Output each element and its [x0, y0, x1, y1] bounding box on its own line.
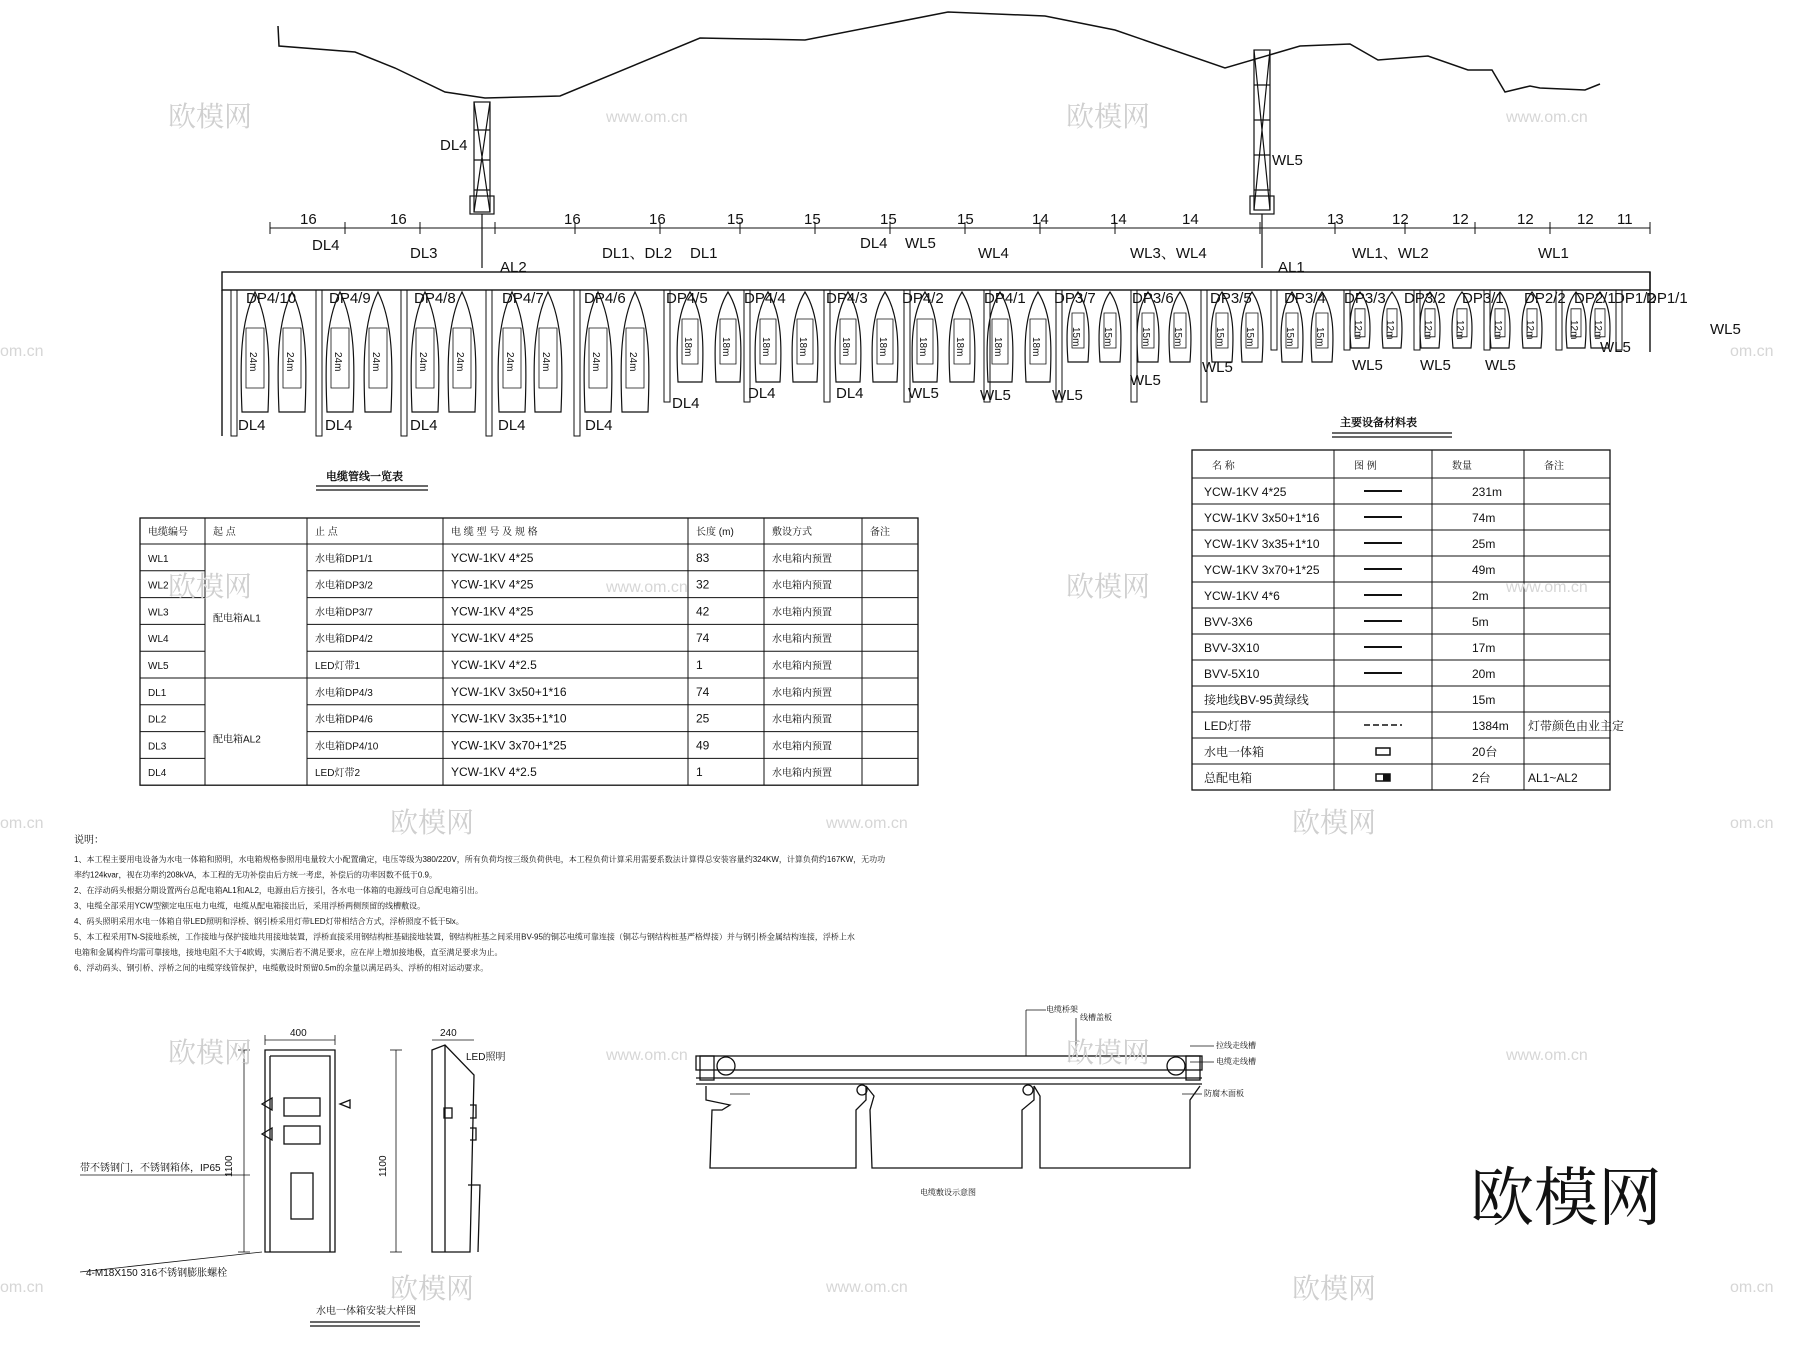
material-name: 总配电箱 [1204, 771, 1253, 785]
watermark-url: www.om.cn [1506, 109, 1588, 126]
material-name: YCW-1KV 3x50+1*16 [1204, 511, 1320, 525]
cable-table-cell: 水电箱内预置 [772, 714, 832, 726]
dp-label: DP2/2 [1524, 290, 1566, 307]
dp-label: DP4/1 [984, 290, 1026, 307]
watermark-url: www.om.cn [606, 109, 688, 126]
finger-piers [231, 290, 1622, 436]
brand-watermark: 欧模网 [1470, 1162, 1662, 1236]
boat [621, 292, 649, 412]
note-line: 1、本工程主要用电设备为水电一体箱和照明，水电箱规格参照用电量较大小配置确定，电压等级为380/220V，所有负荷均按三级负荷供电，本工程负荷计算采用需要系数法计算得总安装容量约324KW，计算负荷约167KW，无功功 [74, 855, 886, 864]
cable-table-cell: 水电箱内预置 [772, 741, 832, 753]
boat-length: 24m [590, 352, 601, 372]
boat-length: 15m [1140, 327, 1151, 347]
note-line: 6、浮动码头、钢引桥、浮桥之间的电缆穿线管保护，电缆敷设时预留0.5m的余量以满足码头、浮桥的相对运动要求。 [74, 963, 489, 973]
boat [584, 292, 612, 412]
route-labels [312, 235, 1569, 276]
finger-pier [574, 290, 580, 436]
notes-title: 说明： [74, 835, 104, 846]
bottom-cable-label: DL4 [325, 417, 353, 434]
boat-length: 12m [1352, 320, 1363, 340]
dimension-value: 12 [1517, 211, 1534, 228]
material-qty: 17m [1472, 641, 1496, 655]
material-name: YCW-1KV 4*25 [1204, 485, 1287, 499]
boat-length: 24m [627, 352, 638, 372]
cable-table-cell: YCW-1KV 3x35+1*10 [451, 711, 567, 726]
cable-table-header: 备注 [870, 527, 890, 538]
cable-table-cell: 水电箱内预置 [772, 607, 832, 619]
cable-table-cell: YCW-1KV 3x50+1*16 [451, 684, 567, 699]
material-table-header: 数量 [1452, 461, 1472, 472]
legend-box-symbol [1376, 748, 1390, 755]
cable-table-cell: 水电箱DP4/2 [315, 634, 373, 646]
material-qty: 2m [1472, 589, 1489, 603]
boat-length: 18m [1030, 337, 1041, 357]
dimension-value: 11 [1617, 211, 1633, 228]
boat-length: 15m [1070, 327, 1081, 347]
bottom-cable-label: WL5 [1202, 359, 1233, 376]
finger-pier [231, 290, 237, 436]
cable-table-cell: 32 [696, 577, 710, 592]
dimension-values [300, 211, 1633, 228]
bolt-label: 4-M18X150 316不锈钢膨胀螺栓 [86, 1268, 228, 1279]
box-side-view [390, 1040, 480, 1252]
material-name: LED灯带 [1204, 719, 1252, 733]
material-table-header: 名 称 [1212, 461, 1235, 472]
bottom-cable-label: WL5 [1352, 357, 1383, 374]
dp-label: DP3/2 [1404, 290, 1446, 307]
boat-length: 18m [760, 337, 771, 357]
watermark-url: www.om.cn [826, 815, 908, 832]
box-detail-caption: 水电一体箱安装大样图 [316, 1306, 416, 1317]
bottom-cable-label: DL4 [410, 417, 438, 434]
boat [498, 292, 526, 412]
pole-label-left: DL4 [440, 137, 468, 154]
boat [411, 292, 439, 412]
section-callout: 拉线走线槽 [1216, 1041, 1256, 1050]
bottom-cable-label: DL4 [748, 385, 776, 402]
boat-length: 15m [1172, 327, 1183, 347]
boat [715, 292, 741, 382]
material-qty: 74m [1472, 511, 1496, 525]
boat-length: 24m [417, 352, 428, 372]
dimension-value: 13 [1327, 211, 1344, 228]
led-label: LED照明 [466, 1052, 506, 1063]
watermark-url: www.om.cn [606, 1047, 688, 1064]
boat [949, 292, 975, 382]
bottom-cable-label: DL4 [836, 385, 864, 402]
cable-table-header: 止 点 [315, 527, 338, 538]
cable-table-cell: 水电箱内预置 [772, 634, 832, 646]
material-name: YCW-1KV 4*6 [1204, 589, 1280, 603]
dp-label: DP3/1 [1462, 290, 1504, 307]
bottom-cable-label: WL5 [1130, 372, 1161, 389]
note-line: 3、电缆全部采用YCW型额定电压电力电缆，电缆从配电箱接出后，采用浮桥两侧预留的线槽敷设。 [74, 901, 426, 911]
cable-table-cell: 25 [696, 711, 710, 726]
cable-table-cell: 83 [696, 550, 710, 565]
cable-table-cell: 水电箱内预置 [772, 580, 832, 592]
shore-profile [278, 12, 1600, 98]
watermark-logo: 欧模网 [168, 570, 253, 603]
route-label: AL2 [500, 259, 527, 276]
material-name: BVV-3X6 [1204, 615, 1253, 629]
watermark-logo: 欧模网 [1292, 806, 1377, 839]
finger-pier [1271, 290, 1277, 350]
material-qty: 20m [1472, 667, 1496, 681]
cable-table-cell: YCW-1KV 4*2.5 [451, 765, 537, 780]
pier-section-view [696, 1010, 1214, 1168]
boat-length: 18m [917, 337, 928, 357]
boat [872, 292, 898, 382]
boat-length: 24m [370, 352, 381, 372]
door-label: 带不锈钢门，不锈钢箱体，IP65 [80, 1163, 221, 1174]
dp-label: DP3/6 [1132, 290, 1174, 307]
cable-table-header: 电 缆 型 号 及 规 格 [451, 527, 538, 538]
material-name: YCW-1KV 3x35+1*10 [1204, 537, 1320, 551]
cable-table-cell: 74 [696, 684, 710, 699]
bottom-cable-label: WL5 [1052, 387, 1083, 404]
watermark-url: om.cn [1730, 343, 1774, 360]
route-label: DL4 [860, 235, 888, 252]
bottom-cable-label: DL4 [585, 417, 613, 434]
dimension-value: 12 [1452, 211, 1469, 228]
cable-table-cell: 42 [696, 604, 710, 619]
material-qty: 20台 [1472, 745, 1498, 759]
cable-table-cell: DL2 [148, 714, 167, 726]
watermark-url: om.cn [0, 343, 44, 360]
route-label: AL1 [1278, 259, 1305, 276]
access-bridge-left [470, 102, 494, 268]
cable-table-cell: 49 [696, 738, 710, 753]
boat [326, 292, 354, 412]
boat-length: 12m [1524, 320, 1535, 340]
cable-table-title: 电缆管线一览表 [326, 471, 403, 483]
pole-label-right: WL5 [1272, 152, 1303, 169]
cable-table-cell: WL4 [148, 634, 169, 646]
watermark-url: om.cn [0, 815, 44, 832]
material-name: 水电一体箱 [1204, 745, 1265, 759]
watermark-url: om.cn [1730, 1279, 1774, 1296]
boat-length: 18m [682, 337, 693, 357]
material-table [1192, 450, 1624, 790]
bottom-cable-label: DL4 [238, 417, 266, 434]
note-line: 2、在浮动码头根据分期设置两台总配电箱AL1和AL2，电源由后方接引，各水电一体箱的电源线可自总配电箱引出。 [74, 886, 483, 895]
cable-table-header: 电缆编号 [148, 527, 188, 538]
dimension-value: 16 [390, 211, 407, 228]
section-callout: 线槽盖板 [1080, 1013, 1112, 1022]
cable-table-cell: 74 [696, 631, 710, 646]
dp-label: DP4/3 [826, 290, 868, 307]
boat-length: 18m [992, 337, 1003, 357]
finger-pier [316, 290, 322, 436]
cable-table-cell: YCW-1KV 3x70+1*25 [451, 738, 567, 753]
material-name: BVV-3X10 [1204, 641, 1260, 655]
dim-height-front: 1100 [224, 1155, 235, 1177]
cable-table-cell: YCW-1KV 4*25 [451, 604, 534, 619]
section-caption: 电缆敷设示意图 [920, 1188, 976, 1197]
boat-length: 18m [720, 337, 731, 357]
finger-pier [1201, 290, 1207, 402]
bottom-cable-label: WL5 [980, 387, 1011, 404]
material-qty: 1384m [1472, 719, 1509, 733]
dp-label: DP4/6 [584, 290, 626, 307]
box-front-view [238, 1035, 350, 1252]
cable-table-cell: 水电箱内预置 [772, 661, 832, 672]
watermark-logo: 欧模网 [168, 100, 253, 133]
cable-table-cell: YCW-1KV 4*25 [451, 631, 534, 646]
route-label: DL1、DL2 [602, 245, 673, 262]
dp-label: DP3/7 [1054, 290, 1096, 307]
route-label: DL3 [410, 245, 438, 262]
cable-table-cell: WL5 [148, 661, 169, 672]
dimension-value: 14 [1110, 211, 1127, 228]
bottom-cable-label: WL5 [1420, 357, 1451, 374]
dp-label: DP1/1 [1646, 290, 1688, 307]
cable-table-cell: 配电箱AL1 [213, 613, 261, 625]
cable-table [140, 518, 918, 785]
material-qty: 2台 [1472, 771, 1491, 785]
dimension-value: 15 [880, 211, 897, 228]
cable-table-cell: LED灯带1 [315, 661, 361, 672]
dp-label: DP1/2 [1614, 290, 1656, 307]
boat-length: 12m [1422, 320, 1433, 340]
cable-table-cell: 水电箱内预置 [772, 553, 832, 565]
note-line: 4、码头照明采用水电一体箱自带LED照明和浮桥、钢引桥采用灯带LED灯带相结合方式，浮桥照度不低于5lx。 [74, 917, 464, 926]
boat-length: 24m [454, 352, 465, 372]
material-table-header: 备注 [1544, 461, 1564, 472]
bottom-cable-label: WL5 [1710, 321, 1741, 338]
design-notes [74, 833, 885, 974]
watermark-logo: 欧模网 [390, 806, 475, 839]
dp-label: DP3/5 [1210, 290, 1252, 307]
boat [792, 292, 818, 382]
watermark-url: www.om.cn [606, 579, 688, 596]
legend-box-fill [1383, 774, 1390, 781]
dp-label: DP4/4 [744, 290, 786, 307]
dimension-value: 14 [1032, 211, 1049, 228]
watermark-logo: 欧模网 [1066, 100, 1151, 133]
boat [1099, 292, 1121, 362]
access-bridge-right [1250, 50, 1274, 268]
dp-label: DP4/9 [329, 290, 371, 307]
boat-length: 24m [332, 352, 343, 372]
material-qty: 231m [1472, 485, 1503, 499]
boat-length: 15m [1314, 327, 1325, 347]
dp-label: DP3/4 [1284, 290, 1326, 307]
cable-table-cell: 水电箱DP3/2 [315, 580, 373, 592]
cable-table-cell: WL3 [148, 607, 169, 619]
section-callout: 电缆桥架 [1046, 1005, 1078, 1014]
boat-length: 24m [540, 352, 551, 372]
watermark-url: www.om.cn [1506, 1047, 1588, 1064]
boat-length: 15m [1284, 327, 1295, 347]
dp-label: DP3/3 [1344, 290, 1386, 307]
boat-length: 18m [954, 337, 965, 357]
dimension-value: 15 [804, 211, 821, 228]
watermark-url: om.cn [0, 1279, 44, 1296]
boat-length: 24m [284, 352, 295, 372]
material-name: YCW-1KV 3x70+1*25 [1204, 563, 1320, 577]
material-remark: AL1~AL2 [1528, 771, 1578, 785]
note-line: 率约124kvar，视在功率约208kVA，本工程的无功补偿由后方统一考虑，补偿后的功率因数不低于0.9。 [74, 870, 438, 880]
dimension-value: 16 [649, 211, 666, 228]
boat-length: 15m [1244, 327, 1255, 347]
cable-table-cell: YCW-1KV 4*2.5 [451, 658, 537, 672]
watermark-url: www.om.cn [826, 1279, 908, 1296]
dp-label: DP4/10 [246, 290, 297, 307]
material-table-title: 主要设备材料表 [1340, 417, 1417, 429]
cable-table-cell: DL4 [148, 768, 167, 780]
route-label: WL3、WL4 [1130, 245, 1207, 262]
boat-length: 15m [1102, 327, 1113, 347]
boat-length: 12m [1384, 320, 1395, 340]
bottom-cable-label: DL4 [672, 395, 700, 412]
cable-table-cell: WL1 [148, 553, 169, 565]
cable-table-header: 长度 (m) [696, 527, 734, 538]
cable-table-cell: 水电箱DP4/6 [315, 714, 373, 726]
route-label: WL1、WL2 [1352, 245, 1429, 262]
dp-label: DP4/2 [902, 290, 944, 307]
boat-length: 12m [1492, 320, 1503, 340]
cable-table-cell: 水电箱DP3/7 [315, 607, 373, 619]
bottom-cable-label: WL5 [1600, 339, 1631, 356]
material-qty: 5m [1472, 615, 1489, 629]
route-label: WL5 [905, 235, 936, 252]
route-label: DL1 [690, 245, 718, 262]
boat-length: 24m [247, 352, 258, 372]
boat [278, 292, 306, 412]
dimension-value: 16 [300, 211, 317, 228]
boat-length: 24m [504, 352, 515, 372]
finger-pier [486, 290, 492, 436]
note-line: 5、本工程采用TN-S接地系统，工作接地与保护接地共用接地装置，浮桥直接采用钢结构桩基础接地装置，钢结构桩基之间采用BV-95的铜芯电缆可靠连接（铜芯与钢结构桩基严格焊接）并与钢引桥金属结构连接，浮桥上水 [74, 932, 855, 942]
route-label: WL4 [978, 245, 1009, 262]
cable-table-cell: YCW-1KV 4*25 [451, 577, 534, 592]
boat-length: 12m [1454, 320, 1465, 340]
boat-length: 18m [797, 337, 808, 357]
material-name: BVV-5X10 [1204, 667, 1260, 681]
cable-table-cell: YCW-1KV 4*25 [451, 550, 534, 565]
watermark-logo: 欧模网 [1292, 1272, 1377, 1305]
cable-table-cell: 1 [696, 765, 703, 780]
dimension-value: 12 [1577, 211, 1594, 228]
route-label: WL1 [1538, 245, 1569, 262]
watermark-logo: 欧模网 [390, 1272, 475, 1305]
cable-table-cell: 水电箱内预置 [772, 687, 832, 699]
cable-table-cell: 水电箱DP4/10 [315, 741, 379, 753]
watermark-logo: 欧模网 [1066, 1036, 1151, 1069]
dimension-value: 14 [1182, 211, 1199, 228]
cable-table-cell: DL1 [148, 687, 167, 699]
dim-width-front: 400 [290, 1028, 307, 1039]
route-label: DL4 [312, 237, 340, 254]
bottom-cable-label: WL5 [908, 385, 939, 402]
bottom-cable-labels [238, 321, 1741, 434]
dimension-value: 15 [957, 211, 974, 228]
boat-length: 18m [877, 337, 888, 357]
boat-length: 15m [1214, 327, 1225, 347]
boat [448, 292, 476, 412]
dim-height-side: 1100 [378, 1155, 389, 1177]
boat [364, 292, 392, 412]
boat-length: 12m [1592, 320, 1603, 340]
cable-table-cell: WL2 [148, 580, 169, 592]
cable-table-cell: LED灯带2 [315, 768, 361, 780]
cable-table-cell: 水电箱DP1/1 [315, 553, 373, 565]
bottom-cable-label: WL5 [1485, 357, 1516, 374]
boat [241, 292, 269, 412]
dimension-value: 15 [727, 211, 744, 228]
dp-label: DP2/1 [1574, 290, 1616, 307]
cable-table-header: 敷设方式 [772, 527, 812, 538]
material-qty: 49m [1472, 563, 1496, 577]
dim-width-side: 240 [440, 1028, 457, 1039]
watermark-url: om.cn [1730, 815, 1774, 832]
dp-label: DP4/7 [502, 290, 544, 307]
watermark-logo: 欧模网 [1066, 570, 1151, 603]
dimension-value: 12 [1392, 211, 1409, 228]
watermark-url: www.om.cn [1506, 579, 1588, 596]
cable-table-cell: 水电箱DP4/3 [315, 687, 373, 699]
cable-table-cell: 1 [696, 658, 703, 672]
material-table-header: 图 例 [1354, 461, 1377, 472]
dimension-value: 16 [564, 211, 581, 228]
finger-pier [401, 290, 407, 436]
note-line: 电箱和金属构件均需可靠接地，接地电阻不大于4欧姆，实测后若不满足要求，应在岸上增加接地极，直至满足要求为止。 [74, 948, 503, 957]
dp-label: DP4/8 [414, 290, 456, 307]
material-qty: 15m [1472, 693, 1496, 707]
material-qty: 25m [1472, 537, 1496, 551]
section-callout: 电缆走线槽 [1216, 1057, 1256, 1066]
dp-label: DP4/5 [666, 290, 708, 307]
boat-length: 12m [1568, 320, 1579, 340]
bottom-cable-label: DL4 [498, 417, 526, 434]
watermark-logo: 欧模网 [168, 1036, 253, 1069]
section-callout: 防腐木面板 [1204, 1089, 1244, 1098]
boat [534, 292, 562, 412]
cable-table-cell: 水电箱内预置 [772, 768, 832, 780]
material-name: 接地线BV-95黄绿线 [1204, 693, 1309, 707]
cable-table-header: 起 点 [213, 527, 236, 538]
boat-length: 18m [840, 337, 851, 357]
boat [1025, 292, 1051, 382]
cable-table-cell: DL3 [148, 741, 167, 753]
cable-table-cell: 配电箱AL2 [213, 734, 261, 746]
material-remark: 灯带颜色由业主定 [1528, 719, 1625, 733]
watermark-layer [0, 100, 1774, 1305]
